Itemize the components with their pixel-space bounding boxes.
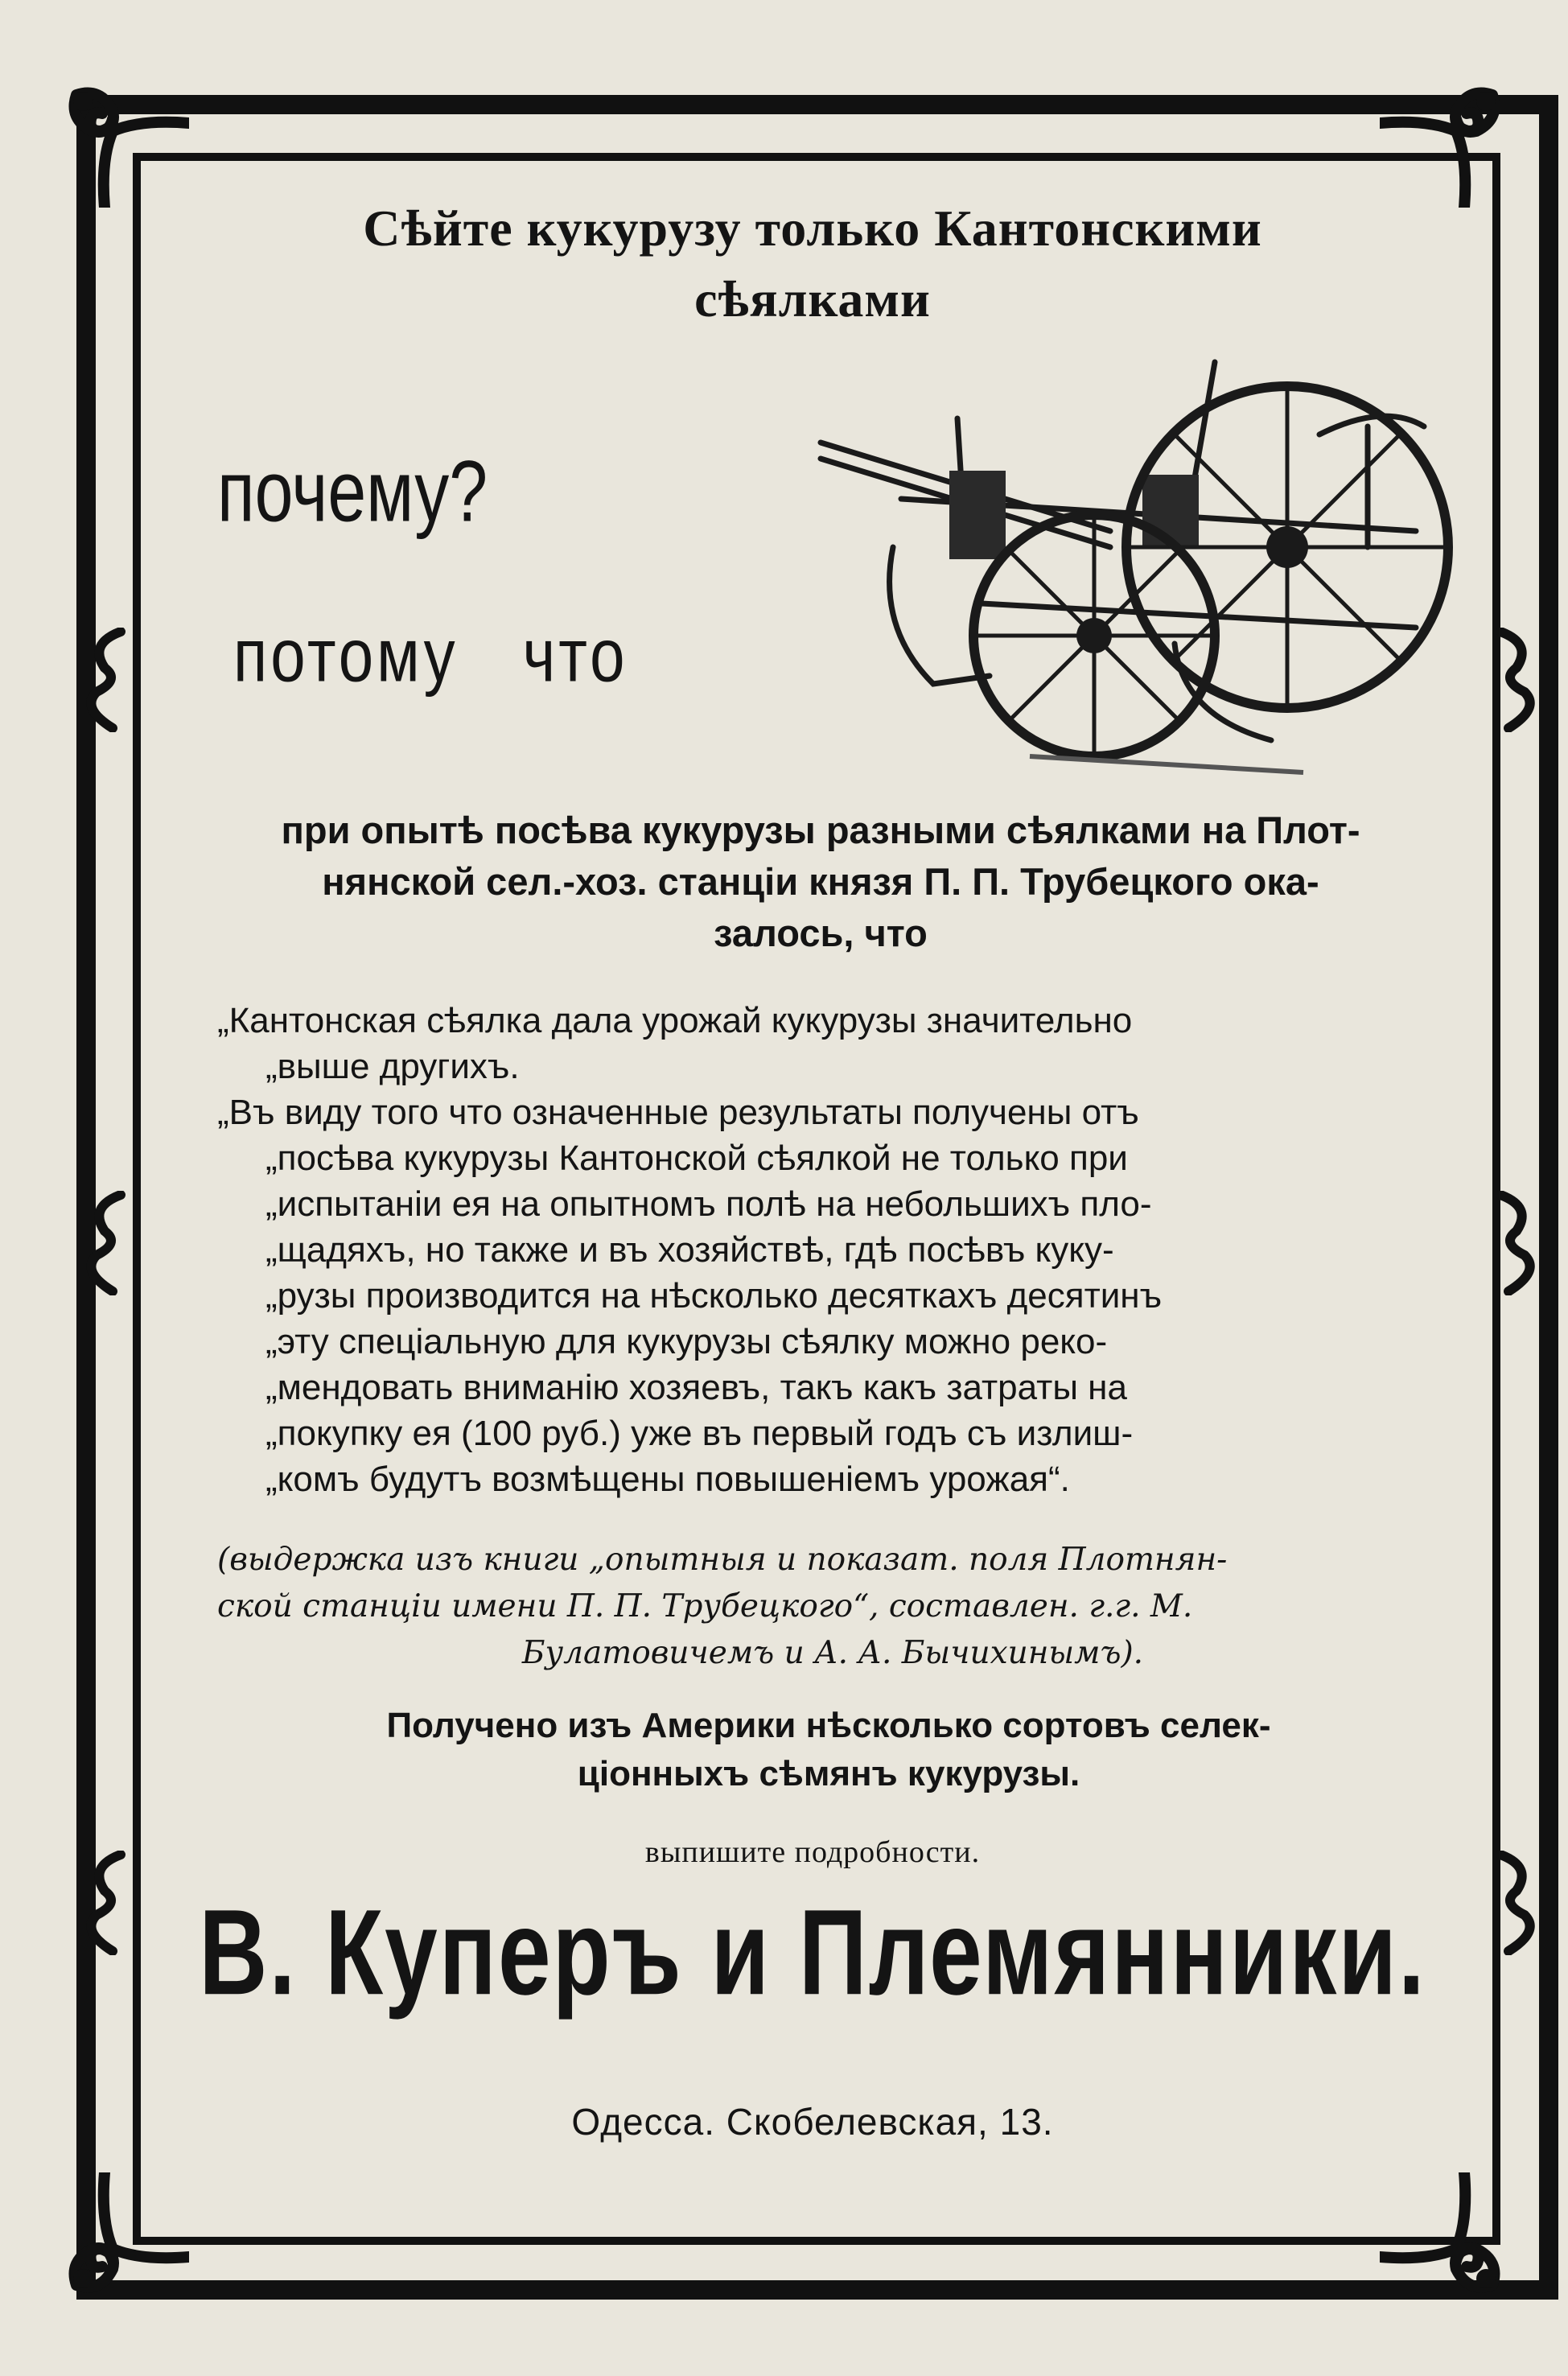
firm-address: Одесса. Скобелевская, 13. xyxy=(571,2101,1054,2143)
quote-line: „Кантонская сѣялка дала урожай кукурузы значительно xyxy=(217,1001,1133,1040)
source-line: ской станціи имени П. П. Трубецкого“, составлен. г.г. М. xyxy=(217,1588,1193,1624)
quotation xyxy=(217,998,1448,1502)
side-scroll-ornament-icon xyxy=(80,1191,137,1295)
corner-ornament-icon xyxy=(1380,2172,1500,2293)
seeds-notice-line: ціонныхъ сѣмянъ кукурузы. xyxy=(577,1754,1080,1793)
order-call: выпишите подробности. xyxy=(644,1835,981,1869)
seeds-notice xyxy=(217,1702,1440,1798)
side-scroll-ornament-icon xyxy=(1484,1851,1541,1955)
side-scroll-ornament-icon xyxy=(80,628,137,732)
side-scroll-ornament-icon xyxy=(1484,1191,1541,1295)
source-line: Булатовичемъ и А. А. Бычихинымъ). xyxy=(521,1635,1144,1671)
quote-line: „покупку ея (100 руб.) уже въ первый годъ съ излиш- xyxy=(265,1414,1134,1453)
quote-line: „рузы производится на нѣсколько десяткахъ десятинъ xyxy=(265,1276,1163,1316)
side-scroll-ornament-icon xyxy=(80,1851,137,1955)
seeds-notice-line: Получено изъ Америки нѣсколько сортовъ селек- xyxy=(386,1706,1271,1745)
seed-drill-illustration-icon xyxy=(805,338,1456,789)
answer-word: что xyxy=(522,612,628,698)
quote-line: „Въ виду того что означенные результаты получены отъ xyxy=(217,1093,1139,1132)
answer-word: потому xyxy=(233,612,459,698)
corner-ornament-icon xyxy=(68,87,189,208)
quote-line: „посѣва кукурузы Кантонской сѣялкой не только при xyxy=(265,1139,1128,1178)
quote-line: „мендовать вниманію хозяевъ, такъ какъ затраты на xyxy=(265,1368,1127,1407)
corner-ornament-icon xyxy=(68,2172,189,2293)
firm-name: В. Куперъ и Племянники. xyxy=(199,1884,1426,2021)
answer-heading xyxy=(233,612,693,699)
question-heading: почему? xyxy=(217,443,488,541)
headline-line: Сѣйте кукурузу только Кантонскими xyxy=(363,200,1262,257)
quote-line: „щадяхъ, но также и въ хозяйствѣ, гдѣ посѣвъ куку- xyxy=(265,1230,1114,1270)
quote-line: „эту спеціальную для кукурузы сѣялку можно реко- xyxy=(265,1322,1108,1361)
headline xyxy=(185,193,1440,335)
quote-line: „выше другихъ. xyxy=(265,1047,520,1086)
lead-paragraph xyxy=(201,805,1440,959)
headline-line: сѣялками xyxy=(694,270,931,327)
quote-line: „комъ будутъ возмѣщены повышеніемъ урожая“. xyxy=(265,1460,1070,1499)
lead-line: нянской сел.-хоз. станціи князя П. П. Трубецкого ока- xyxy=(322,860,1319,903)
lead-line: залось, что xyxy=(714,912,928,954)
side-scroll-ornament-icon xyxy=(1484,628,1541,732)
source-citation xyxy=(217,1537,1448,1677)
source-line: (выдержка изъ книги „опытныя и показат. поля Плотнян- xyxy=(217,1542,1228,1578)
corner-ornament-icon xyxy=(1380,87,1500,208)
quote-line: „испытаніи ея на опытномъ полѣ на небольшихъ пло- xyxy=(265,1184,1152,1224)
lead-line: при опытѣ посѣва кукурузы разными сѣялками на Плот- xyxy=(281,809,1360,851)
